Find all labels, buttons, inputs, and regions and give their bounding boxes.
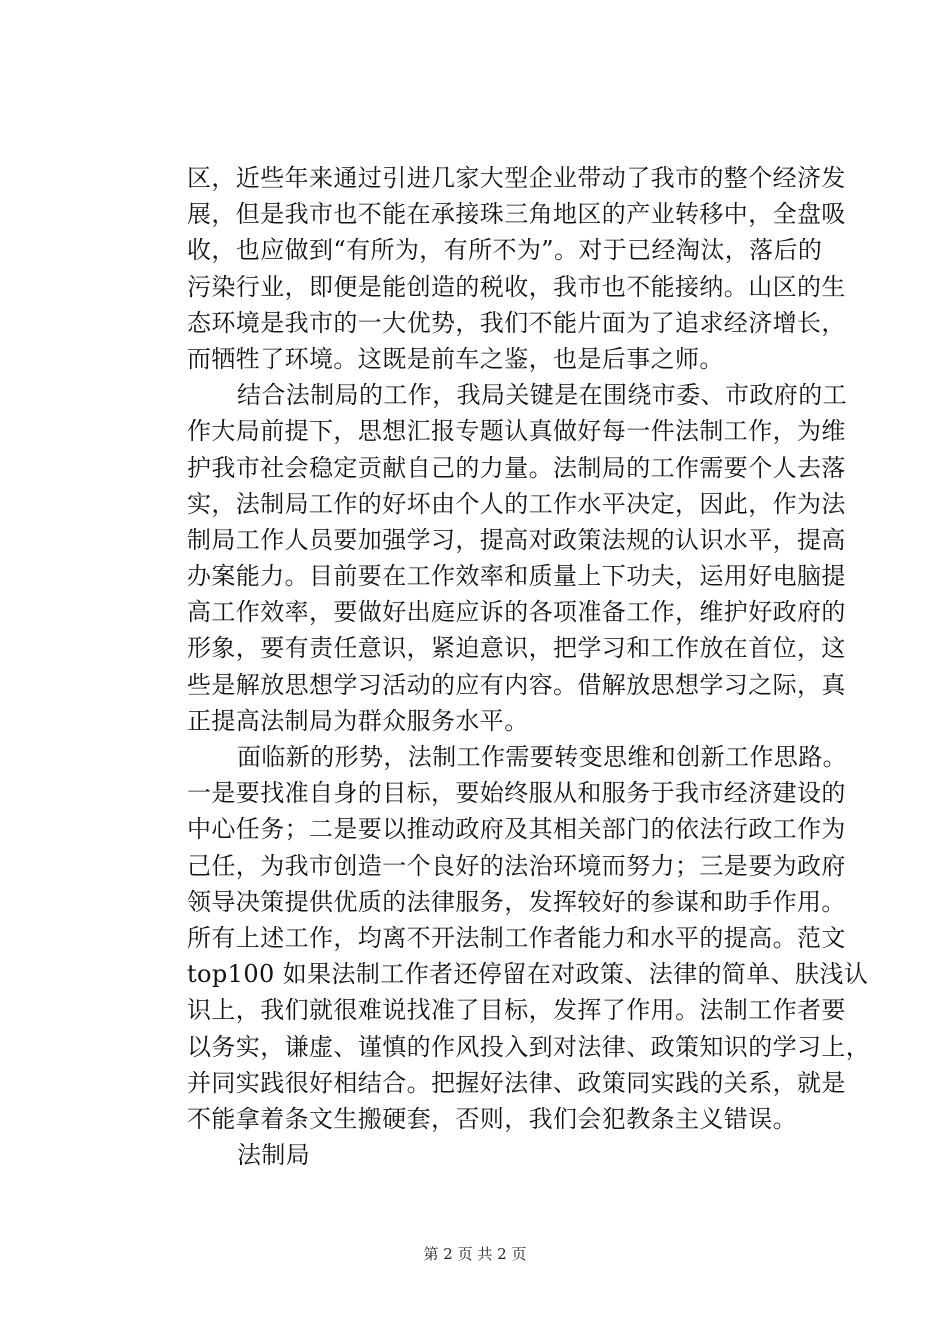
body-text <box>187 160 871 1173</box>
paragraph-first-line: 结合法制局的工作，我局关键是在围绕市委、市政府的工 <box>237 381 847 410</box>
text-line: 办案能力。目前要在工作效率和质量上下功夫，运用好电脑提 <box>187 562 846 591</box>
text-line: 并同实践很好相结合。把握好法律、政策同实践的关系，就是 <box>187 1068 846 1097</box>
paragraph-first-line: 面临新的形势，法制工作需要转变思维和创新工作思路。 <box>237 743 847 771</box>
text-line: 收，也应做到“有所为，有所不为”。对于已经淘汰，落后的 <box>187 236 823 265</box>
text-line: 己任，为我市创造一个良好的法治环境而努力；三是要为政府 <box>187 851 846 880</box>
text-line: 形象，要有责任意识，紧迫意识，把学习和工作放在首位，这 <box>187 634 846 663</box>
page-footer <box>0 1244 950 1264</box>
text-line: 以务实，谦虚、谨慎的作风投入到对法律、政策知识的学习上， <box>187 1032 871 1061</box>
text-line: 制局工作人员要加强学习，提高对政策法规的认识水平，提高 <box>187 525 846 554</box>
text-line: 区，近些年来通过引进几家大型企业带动了我市的整个经济发 <box>187 164 846 192</box>
page-number-label: 第 2 页 共 2 页 <box>423 1245 527 1263</box>
text-line: 一是要找准自身的目标，要始终服从和服务于我市经济建设的 <box>187 779 846 808</box>
text-line: 污染行业，即便是能创造的税收，我市也不能接纳。山区的生 <box>187 272 846 301</box>
text-line: 高工作效率，要做好出庭应诉的各项准备工作，维护好政府的 <box>187 598 846 627</box>
text-line: 不能拿着条文生搬硬套，否则，我们会犯教条主义错误。 <box>187 1104 797 1133</box>
text-line: 所有上述工作，均离不开法制工作者能力和水平的提高。范文 <box>187 923 846 952</box>
text-line: 态环境是我市的一大优势，我们不能片面为了追求经济增长， <box>187 308 846 337</box>
text-line: top100 如果法制工作者还停留在对政策、法律的简单、肤浅认 <box>187 960 869 989</box>
signature-line: 法制局 <box>237 1141 311 1170</box>
text-line: 展，但是我市也不能在承接珠三角地区的产业转移中，全盘吸 <box>187 200 846 229</box>
text-line: 正提高法制局为群众服务水平。 <box>187 706 529 735</box>
text-line: 作大局前提下，思想汇报专题认真做好每一件法制工作，为维 <box>187 417 846 446</box>
text-line: 实，法制局工作的好坏由个人的工作水平决定，因此，作为法 <box>187 489 846 518</box>
text-line: 护我市社会稳定贡献自己的力量。法制局的工作需要个人去落 <box>187 453 846 482</box>
text-line: 而牺牲了环境。这既是前车之鉴，也是后事之师。 <box>187 344 724 373</box>
text-line: 中心任务；二是要以推动政府及其相关部门的依法行政工作为 <box>187 815 846 844</box>
text-line: 识上，我们就很难说找准了目标，发挥了作用。法制工作者要 <box>187 996 846 1025</box>
text-line: 领导决策提供优质的法律服务，发挥较好的参谋和助手作用。 <box>187 887 846 916</box>
text-line: 些是解放思想学习活动的应有内容。借解放思想学习之际，真 <box>187 670 846 699</box>
